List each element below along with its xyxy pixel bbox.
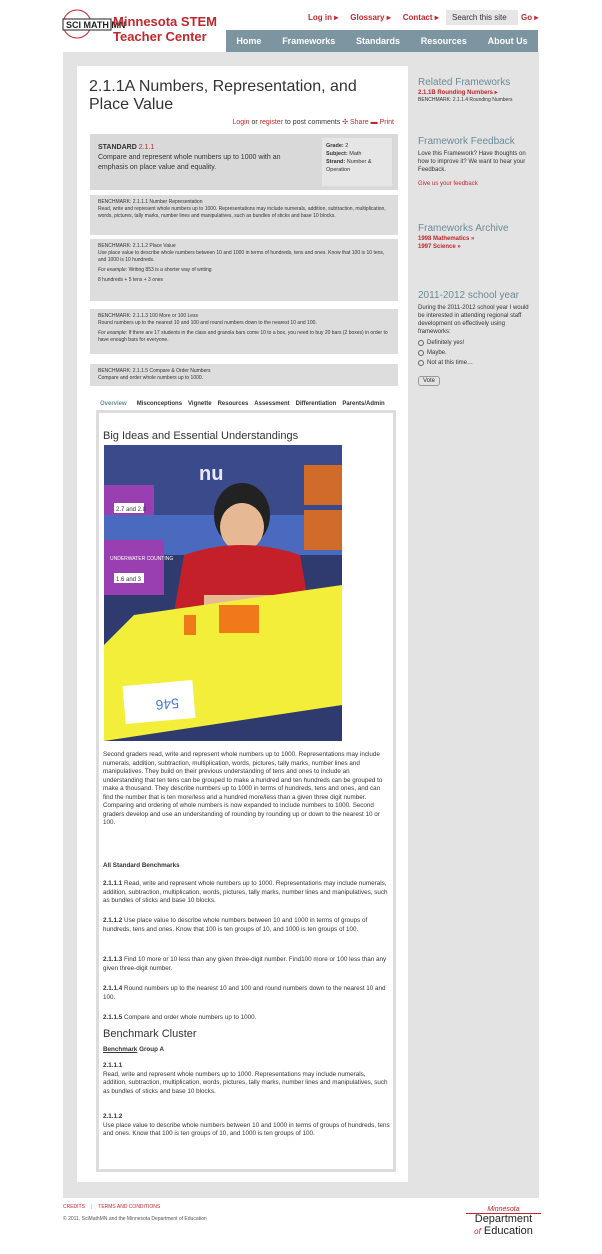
vote-button[interactable]: Vote [418,376,440,386]
benchmark-item-2: 2.1.1.2 Use place value to describe whole numbers between 10 and 1000 in terms of groups of hundreds, tens and ones. Know that 100 is ten groups of 10, and 1000 is ten groups of 100. [103,917,368,933]
radio-icon[interactable] [418,360,424,366]
nav-standards[interactable]: Standards [356,36,401,46]
credits-link[interactable]: CREDITS [63,1204,85,1210]
benchmark-4: BENCHMARK: 2.1.1.5 Compare & Order Numbers Compare and order whole numbers up to 1000. [90,364,398,386]
site-name-line2: Teacher Center [113,29,207,44]
register-link[interactable]: register [259,119,284,126]
bin-label-1: 2.7 and 2.8 [116,507,147,513]
tab-resources[interactable]: Resources [217,401,249,407]
cluster-group: Benchmark Group A [103,1046,165,1053]
nav-frameworks[interactable]: Frameworks [282,36,336,46]
or-text: or [251,119,258,126]
footer-links: CREDITS | TERMS AND CONDITIONS [63,1204,161,1210]
site-name-line1: Minnesota STEM [113,14,218,29]
frameworks-archive: Frameworks Archive 1998 Mathematics » 1997 Science » [418,223,534,251]
archive-link-1998[interactable]: 1998 Mathematics » [418,236,475,242]
poll-option-1[interactable]: Definitely yes! [418,340,534,346]
main-nav [226,30,538,52]
page-title: 2.1.1A Numbers, Representation, and Place Value [89,78,357,113]
radio-icon[interactable] [418,340,424,346]
number-card: 546 [154,695,180,714]
go-button[interactable]: Go ▸ [521,13,539,22]
standard-meta: Grade: 2 Subject: Math Strand: Number & Operation [322,138,392,186]
benchmark-item-1: 2.1.1.1 Read, write and represent whole numbers up to 1000. Representations may include numerals, addition, subtraction, multiplication, words, pictures, tally marks, number lines and manipulatives, such as bundles of sticks and base 10 blocks. [103,880,388,904]
contact-link[interactable]: Contact ▸ [402,13,439,22]
glossary-link[interactable]: Glossary ▸ [350,13,391,22]
login-comment-link[interactable]: Login [232,119,250,126]
benchmark-1: BENCHMARK: 2.1.1.1 Number Representation Read, write and represent whole numbers up to 1000. Representations may include numerals, addition, subtraction, multiplication, words, pictures, tally marks, number lines and manipulatives, such as bundles of sticks and base 10 blocks. [90,195,398,235]
benchmark-item-5: 2.1.1.5 Compare and order whole numbers up to 1000. [103,1014,257,1021]
tab-parents-admin[interactable]: Parents/Admin [342,401,385,407]
mn-dept-education-logo: Minnesota Department of Education [466,1206,541,1246]
student-with-base-ten-blocks-image [104,445,342,741]
bin-label-2: UNDERWATER COUNTING [110,556,174,562]
site-logo[interactable] [63,6,233,46]
radio-icon[interactable] [418,350,424,356]
overview-heading: Big Ideas and Essential Understandings [103,430,299,442]
tab-vignette[interactable]: Vignette [188,401,212,407]
tab-assessment[interactable]: Assessment [254,401,290,407]
related-frameworks: Related Frameworks 2.1.1B Rounding Numbers ▸ BENCHMARK: 2.1.1.4 Rounding Numbers [418,77,534,103]
poll-option-2[interactable]: Maybe. [418,350,534,356]
nav-resources[interactable]: Resources [420,36,467,46]
scimath-logo-icon [63,6,126,46]
comment-text: to post comments [284,119,341,126]
poll: 2011-2012 school year During the 2011-2012 school year I would be interested in attending regional staff development on effectively using frameworks: Definitely yes! Maybe. Not at this time… Vote [418,290,534,387]
standard-box [90,134,398,190]
cluster-item-1: 2.1.1.1 Read, write and represent whole numbers up to 1000. Representations may include numerals, addition, subtraction, multiplication, words, pictures, tally marks, number lines and manipulatives, such as bundles of sticks and base 10 blocks. [103,1062,388,1095]
overview-paragraph: Second graders read, write and represent whole numbers up to 1000. Representations may include numerals, addition, subtraction, multiplication, words, pictures, tally marks, number lines and manipulatives. They build on their previous understanding of tens and ones to include an understanding that ten tens can be grouped to make a hundred and ten hundreds can be grouped to make a thousand. They describe numbers up to 1000 in terms of hundreds, tens and ones, and can find the number that is ten more/less and a hundred more/less than a given three digit number. Comparing and ordering of whole numbers is now expanded to include numbers to 1000. Second graders develop and use an understanding of rounding by rounding up or down to the nearest 10 or 100. [103,751,383,826]
framework-feedback: Framework Feedback Love this Framework? Have thoughts on how to improve it? We want to hear your Feedback. Give us your feedback [418,136,534,188]
tab-differentiation[interactable]: Differentiation [295,401,337,407]
benchmark-item-3: 2.1.1.3 Find 10 more or 10 less than any given three-digit number. Find100 more or 100 less than any given three-digit number. [103,956,387,972]
tab-overview[interactable]: Overview [96,398,131,410]
standard-text: STANDARD 2.1.1 Compare and represent whole numbers up to 1000 with an emphasis on place value and equality. [98,144,281,171]
related-link[interactable]: 2.1.1B Rounding Numbers ▸ [418,90,498,96]
poll-option-3[interactable]: Not at this time… [418,360,534,366]
print-button[interactable]: ▬ Print [370,119,394,126]
copyright: © 2011. SciMathMN and the Minnesota Department of Education [63,1216,207,1222]
archive-link-1997[interactable]: 1997 Science » [418,244,461,250]
bin-label-3: 1.6 and 3 [116,577,142,583]
cluster-heading: Benchmark Cluster [103,1028,197,1040]
share-button[interactable]: ✣ Share [342,119,369,126]
tab-misconceptions[interactable]: Misconceptions [136,401,183,407]
search-input[interactable]: Search this site [446,10,518,25]
benchmark-3: BENCHMARK: 2.1.1.3 100 More or 100 Less Round numbers up to the nearest 10 and 100 and round numbers down to the nearest 10 and 100. For example: If there are 17 students in the class and granola bars come 10 to a box, you need to buy 20 bars (2 boxes) in order to have enough bars for everyone. [90,309,398,354]
cluster-item-2: 2.1.1.2 Use place value to describe whole numbers between 10 and 1000 in terms of groups of hundreds, tens and ones. Know that 100 is ten groups of 10, and 1000 is ten groups of 100. [103,1113,390,1137]
classroom-photo [104,445,342,741]
wall-letters: nu [199,463,224,485]
terms-link[interactable]: TERMS AND CONDITIONS [98,1204,161,1210]
benchmark-item-4: 2.1.1.4 Round numbers up to the nearest 10 and 100 and round numbers down to the nearest 10 and 100. [103,985,386,1001]
comment-line [232,118,394,126]
tab-bar [96,398,385,410]
standard-code[interactable]: 2.1.1 [138,144,155,151]
nav-about[interactable]: About Us [487,36,528,46]
benchmark-2: BENCHMARK: 2.1.1.2 Place Value Use place value to describe whole numbers between 10 and 1000 in terms of hundreds, tens and ones. Know that 100 is 10 tens, and 1000 is 10 hundreds. For example: Writing 853 is a shorter way of writing 8 hundreds + 5 tens + 3 ones [90,239,398,301]
feedback-link[interactable]: Give us your feedback [418,181,478,187]
site-name [113,14,217,44]
all-benchmarks-label: All Standard Benchmarks [103,862,180,869]
logo-wordmark: SCI MATH MN [66,20,126,30]
login-link[interactable]: Log in ▸ [308,13,339,22]
top-nav [308,13,439,22]
nav-home[interactable]: Home [236,36,262,46]
